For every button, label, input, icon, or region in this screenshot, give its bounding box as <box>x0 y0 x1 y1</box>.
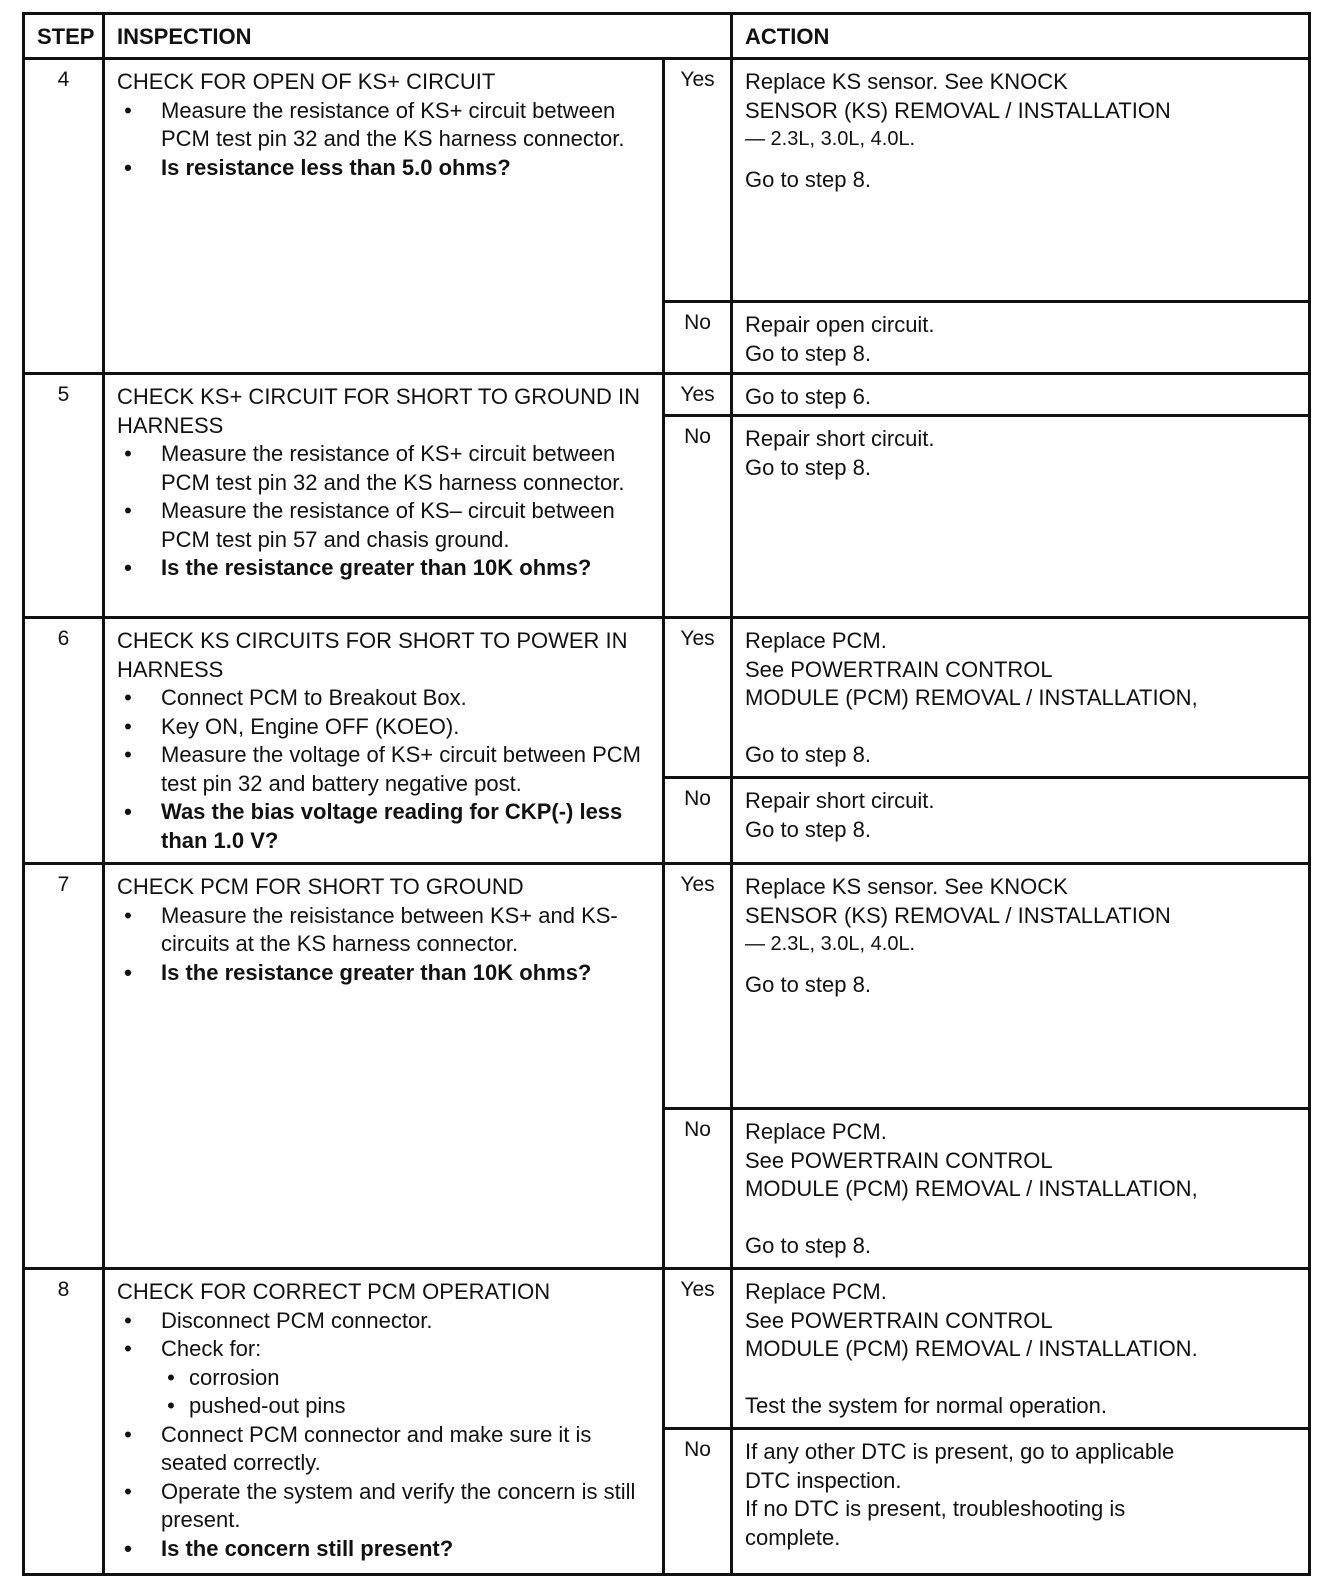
bullet-item: • Disconnect PCM connector. <box>124 1307 433 1333</box>
step-question: • Is the concern still present? <box>124 1535 454 1561</box>
no-label: No <box>664 416 732 618</box>
step-bullets <box>117 440 652 583</box>
no-label: No <box>664 1109 732 1269</box>
bullet-item: • Measure the resistance of KS+ circuit between PCM test pin 32 and the KS harness connector. <box>124 441 625 495</box>
bullet-item: • Connect PCM connector and make sure it is seated correctly. <box>124 1421 592 1475</box>
header-action: ACTION <box>732 14 1310 59</box>
step-8-yes-row <box>24 1269 1310 1429</box>
step-5-yes-row <box>24 374 1310 416</box>
sub-bullet-item: • corrosion <box>167 1364 280 1390</box>
step-inspection <box>104 374 664 618</box>
step-6-yes-row <box>24 618 1310 778</box>
bullet-item: • Check for: <box>124 1336 262 1361</box>
yes-label: Yes <box>664 618 732 778</box>
yes-action: Replace KS sensor. See KNOCK SENSOR (KS) REMOVAL / INSTALLATION — 2.3L, 3.0L, 4.0L. Go to step 8. <box>732 59 1310 302</box>
bullet-item: • Measure the voltage of KS+ circuit between PCM test pin 32 and battery negative post. <box>124 742 641 796</box>
step-number: 6 <box>24 618 104 864</box>
step-title: CHECK KS CIRCUITS FOR SHORT TO POWER IN HARNESS <box>117 628 628 682</box>
no-action: If any other DTC is present, go to applicable DTC inspection. If no DTC is present, troubleshooting is complete. <box>732 1429 1310 1575</box>
step-title: CHECK FOR CORRECT PCM OPERATION <box>117 1279 551 1304</box>
no-action: Repair short circuit. Go to step 8. <box>732 778 1310 864</box>
header-step: STEP <box>24 14 104 59</box>
no-label: No <box>664 302 732 374</box>
bullet-item: • Measure the reisistance between KS+ and KS- circuits at the KS harness connector. <box>124 902 618 956</box>
no-action: Repair open circuit. Go to step 8. <box>732 302 1310 374</box>
step-7-yes-row <box>24 864 1310 1109</box>
step-bullets <box>117 1307 652 1564</box>
step-4-yes-row <box>24 59 1310 302</box>
sub-bullet-item: • pushed-out pins <box>167 1393 346 1418</box>
step-bullets <box>117 684 652 855</box>
step-inspection <box>104 59 664 374</box>
step-inspection <box>104 864 664 1269</box>
no-action: Replace PCM. See POWERTRAIN CONTROL MODULE (PCM) REMOVAL / INSTALLATION, Go to step 8. <box>732 1109 1310 1269</box>
step-bullets <box>117 97 652 183</box>
step-inspection <box>104 1269 664 1575</box>
bullet-item: • Key ON, Engine OFF (KOEO). <box>124 713 460 739</box>
yes-label: Yes <box>664 59 732 302</box>
yes-label: Yes <box>664 1269 732 1429</box>
step-question: • Is the resistance greater than 10K ohms? <box>124 555 592 580</box>
yes-label: Yes <box>664 864 732 1109</box>
step-title: CHECK KS+ CIRCUIT FOR SHORT TO GROUND IN HARNESS <box>117 384 640 438</box>
bullet-item: • Operate the system and verify the concern is still present. <box>124 1478 636 1532</box>
no-label: No <box>664 1429 732 1575</box>
no-action: Repair short circuit. Go to step 8. <box>732 416 1310 618</box>
step-number: 7 <box>24 864 104 1269</box>
yes-label: Yes <box>664 374 732 416</box>
step-number: 4 <box>24 59 104 374</box>
step-question: • Is the resistance greater than 10K ohms? <box>124 959 592 985</box>
step-question: • Was the bias voltage reading for CKP(-) less than 1.0 V? <box>124 799 623 853</box>
step-bullets <box>117 902 652 988</box>
step-number: 8 <box>24 1269 104 1575</box>
step-inspection <box>104 618 664 864</box>
diagnostic-table <box>22 12 1311 1576</box>
header-row <box>24 14 1310 59</box>
yes-action: Replace PCM. See POWERTRAIN CONTROL MODULE (PCM) REMOVAL / INSTALLATION. Test the system for normal operation. <box>732 1269 1310 1429</box>
bullet-item: • Connect PCM to Breakout Box. <box>124 685 467 710</box>
bullet-item: • Measure the resistance of KS– circuit between PCM test pin 57 and chasis ground. <box>124 498 615 552</box>
no-label: No <box>664 778 732 864</box>
header-inspection: INSPECTION <box>104 14 732 59</box>
yes-action: Replace PCM. See POWERTRAIN CONTROL MODULE (PCM) REMOVAL / INSTALLATION, Go to step 8. <box>732 618 1310 778</box>
step-title: CHECK PCM FOR SHORT TO GROUND <box>117 874 524 899</box>
step-title: CHECK FOR OPEN OF KS+ CIRCUIT <box>117 69 496 94</box>
step-question: • Is resistance less than 5.0 ohms? <box>124 154 511 180</box>
yes-action: Go to step 6. <box>732 374 1310 416</box>
yes-action: Replace KS sensor. See KNOCK SENSOR (KS) REMOVAL / INSTALLATION — 2.3L, 3.0L, 4.0L. Go to step 8. <box>732 864 1310 1109</box>
step-number: 5 <box>24 374 104 618</box>
bullet-item: • Measure the resistance of KS+ circuit between PCM test pin 32 and the KS harness connector. <box>124 97 625 151</box>
